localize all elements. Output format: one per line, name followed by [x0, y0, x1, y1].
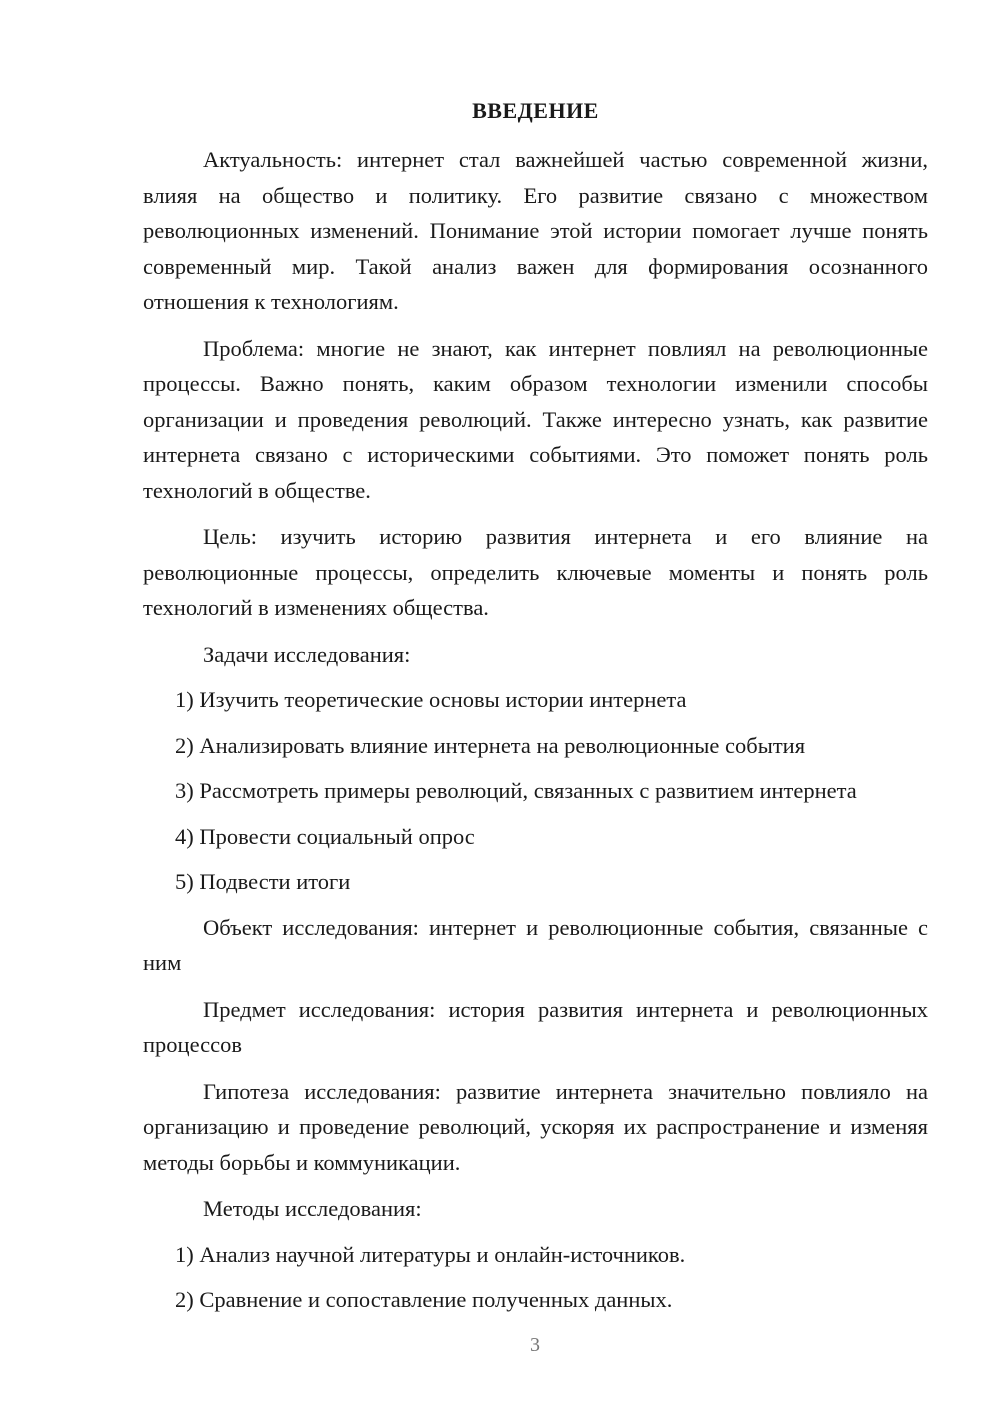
paragraph-object: Объект исследования: интернет и революционные события, связанные с ним	[143, 914, 928, 975]
paragraph-goal: Цель: изучить историю развития интернета и его влияние на революционные процессы, определить ключевые моменты и понять роль технологий в изменениях общества.	[143, 524, 928, 620]
method-item: 2) Сравнение и сопоставление полученных данных.	[175, 1287, 673, 1312]
methods-heading: Методы исследования:	[203, 1196, 422, 1221]
task-item: 2) Анализировать влияние интернета на революционные события	[175, 732, 806, 758]
method-item: 1) Анализ научной литературы и онлайн-источников.	[175, 1241, 686, 1267]
document-body	[143, 142, 928, 1328]
task-item: 1) Изучить теоретические основы истории интернета	[175, 687, 687, 712]
task-item: 4) Провести социальный опрос	[175, 823, 475, 849]
paragraph-relevance: Актуальность: интернет стал важнейшей частью современной жизни, влияя на общество и политику. Его развитие связано с множеством революционных изменений. Понимание этой истории помогает лучше понять современный мир. Такой анализ важен для формирования осознанного отношения к технологиям.	[143, 147, 928, 314]
paragraph-subject: Предмет исследования: история развития интернета и революционных процессов	[143, 996, 928, 1057]
page-title: ВВЕДЕНИЕ	[472, 98, 599, 123]
tasks-heading: Задачи исследования:	[203, 641, 411, 667]
page-number: 3	[530, 1334, 540, 1356]
paragraph-problem: Проблема: многие не знают, как интернет повлиял на революционные процессы. Важно понять, каким образом технологии изменили способы организации и проведения революций. Также интересно узнать, как развитие интернета связано с историческими событиями. Это поможет понять роль технологий в обществе.	[143, 335, 928, 503]
task-item: 3) Рассмотреть примеры революций, связанных с развитием интернета	[175, 778, 857, 803]
paragraph-hypothesis: Гипотеза исследования: развитие интернета значительно повлияло на организацию и проведение революций, ускоряя их распространение и изменяя методы борьбы и коммуникации.	[143, 1078, 928, 1175]
task-item: 5) Подвести итоги	[175, 869, 351, 894]
